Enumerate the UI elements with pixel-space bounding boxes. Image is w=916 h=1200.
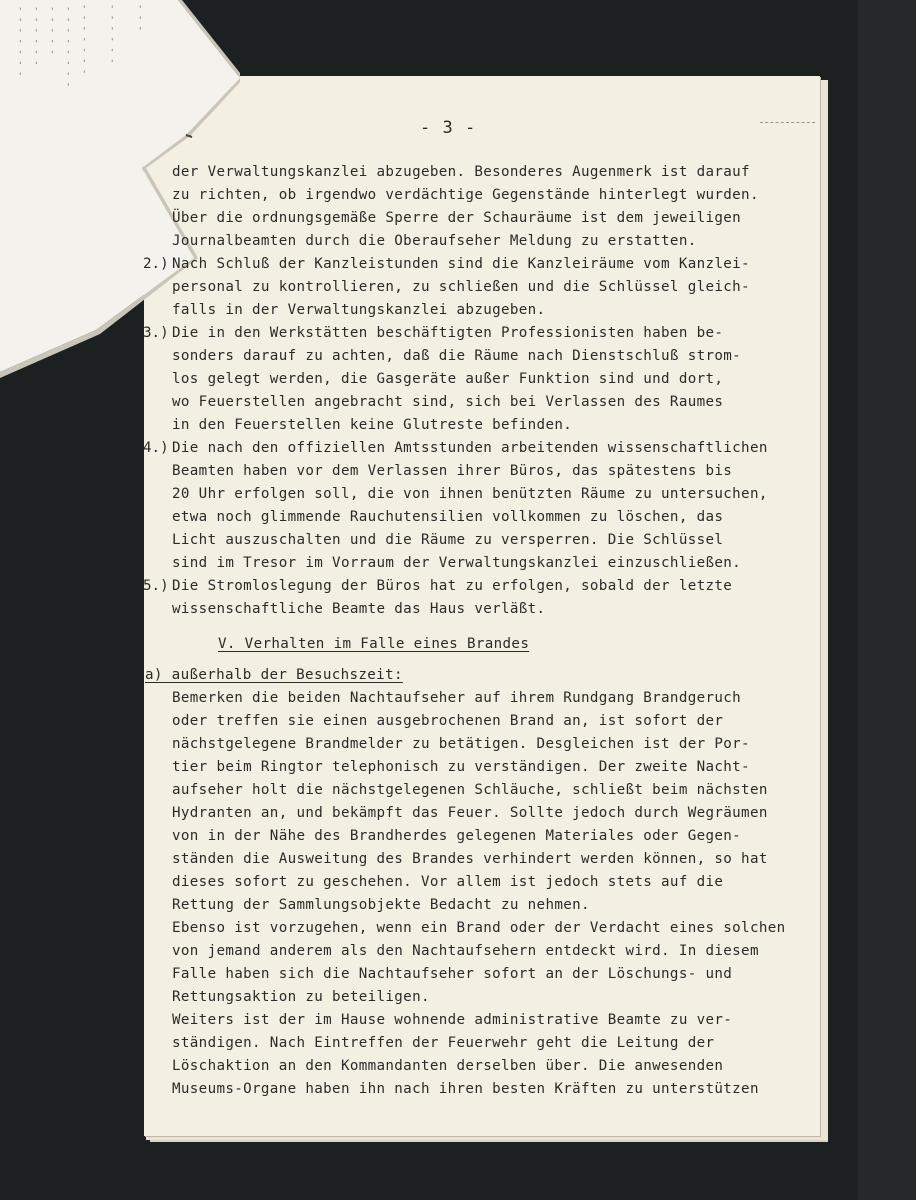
text-line: wo Feuerstellen angebracht sind, sich bei Verlassen des Raumes bbox=[172, 394, 724, 410]
text-line: tier beim Ringtor telephonisch zu verständigen. Der zweite Nacht- bbox=[172, 759, 750, 775]
subsection-label: a) außerhalb der Besuchszeit: bbox=[145, 667, 403, 683]
background-edge bbox=[858, 0, 916, 1200]
page-number: - 3 - bbox=[420, 118, 477, 138]
text-line: Über die ordnungsgemäße Sperre der Schauräume ist dem jeweiligen bbox=[172, 210, 742, 226]
text-line: Licht auszuschalten und die Räume zu versperren. Die Schlüssel bbox=[172, 532, 724, 548]
item-number: 4.) bbox=[143, 440, 169, 456]
text-line: der Verwaltungskanzlei abzugeben. Besonderes Augenmerk ist darauf bbox=[172, 164, 750, 180]
text-line: personal zu kontrollieren, zu schließen und die Schlüssel gleich- bbox=[172, 279, 750, 295]
svg-text:- - - - - - -: - - - - - - - bbox=[15, 6, 25, 77]
text-line: Löschaktion an den Kommandanten derselben über. Die anwesenden bbox=[172, 1058, 724, 1074]
item-number: 3.) bbox=[143, 325, 169, 341]
svg-text:- - - - - - -: - - - - - - - bbox=[79, 4, 89, 75]
text-line: Die Stromloslegung der Büros hat zu erfolgen, sobald der letzte bbox=[172, 578, 733, 594]
text-line: nächstgelegene Brandmelder zu betätigen. Desgleichen ist der Por- bbox=[172, 736, 750, 752]
item-number: 2.) bbox=[143, 256, 169, 272]
svg-text:- - - - - - - -: - - - - - - - - bbox=[63, 6, 73, 88]
text-line: Weiters ist der im Hause wohnende administrative Beamte zu ver- bbox=[172, 1012, 733, 1028]
text-line: falls in der Verwaltungskanzlei abzugeben. bbox=[172, 302, 546, 318]
svg-text:- - - - - -: - - - - - - bbox=[107, 4, 117, 64]
text-line: Ebenso ist vorzugehen, wenn ein Brand oder der Verdacht eines solchen bbox=[172, 920, 786, 936]
text-line: Journalbeamten durch die Oberaufseher Meldung zu erstatten. bbox=[172, 233, 697, 249]
text-line: Die nach den offiziellen Amtsstunden arbeitenden wissenschaftlichen bbox=[172, 440, 768, 456]
text-line: Rettungsaktion zu beteiligen. bbox=[172, 989, 430, 1005]
text-line: Die in den Werkstätten beschäftigten Professionisten haben be- bbox=[172, 325, 724, 341]
text-line: oder treffen sie einen ausgebrochenen Brand an, ist sofort der bbox=[172, 713, 724, 729]
text-line: von in der Nähe des Brandherdes gelegenen Materiales oder Gegen- bbox=[172, 828, 742, 844]
text-line: ständen die Ausweitung des Brandes verhindert werden können, so hat bbox=[172, 851, 768, 867]
section-heading: V. Verhalten im Falle eines Brandes bbox=[218, 636, 530, 652]
text-line: Hydranten an, und bekämpft das Feuer. Sollte jedoch durch Wegräumen bbox=[172, 805, 768, 821]
text-line: zu richten, ob irgendwo verdächtige Gegenstände hinterlegt wurden. bbox=[172, 187, 759, 203]
svg-text:- - - - - -: - - - - - - bbox=[31, 6, 41, 66]
text-line: in den Feuerstellen keine Glutreste befinden. bbox=[172, 417, 573, 433]
text-line: Rettung der Sammlungsobjekte Bedacht zu nehmen. bbox=[172, 897, 590, 913]
text-line: aufseher holt die nächstgelegenen Schläuche, schließt beim nächsten bbox=[172, 782, 768, 798]
text-line: Falle haben sich die Nachtaufseher sofort an der Löschungs- und bbox=[172, 966, 733, 982]
text-line: Bemerken die beiden Nachtaufseher auf ihrem Rundgang Brandgeruch bbox=[172, 690, 742, 706]
text-line: etwa noch glimmende Rauchutensilien vollkommen zu löschen, das bbox=[172, 509, 724, 525]
text-line: Museums-Organe haben ihn nach ihren besten Kräften zu unterstützen bbox=[172, 1081, 759, 1097]
text-line: sonders darauf zu achten, daß die Räume nach Dienstschluß strom- bbox=[172, 348, 742, 364]
text-line: Beamten haben vor dem Verlassen ihrer Büros, das spätestens bis bbox=[172, 463, 733, 479]
page-edge-marks bbox=[760, 122, 815, 127]
item-number: 5.) bbox=[143, 578, 169, 594]
text-line: los gelegt werden, die Gasgeräte außer Funktion sind und dort, bbox=[172, 371, 724, 387]
text-line: wissenschaftliche Beamte das Haus verläßt. bbox=[172, 601, 546, 617]
text-line: dieses sofort zu geschehen. Vor allem ist jedoch stets auf die bbox=[172, 874, 724, 890]
svg-text:- - - - -: - - - - - bbox=[47, 6, 57, 55]
text-line: sind im Tresor im Vorraum der Verwaltungskanzlei einzuschließen. bbox=[172, 555, 742, 571]
text-line: ständigen. Nach Eintreffen der Feuerwehr geht die Leitung der bbox=[172, 1035, 715, 1051]
text-line: Nach Schluß der Kanzleistunden sind die Kanzleiräume vom Kanzlei- bbox=[172, 256, 750, 272]
text-line: 20 Uhr erfolgen soll, die von ihnen benützten Räume zu untersuchen, bbox=[172, 486, 768, 502]
text-line: von jemand anderem als den Nachtaufsehern entdeckt wird. In diesem bbox=[172, 943, 759, 959]
svg-text:- - -: - - - bbox=[135, 4, 145, 32]
